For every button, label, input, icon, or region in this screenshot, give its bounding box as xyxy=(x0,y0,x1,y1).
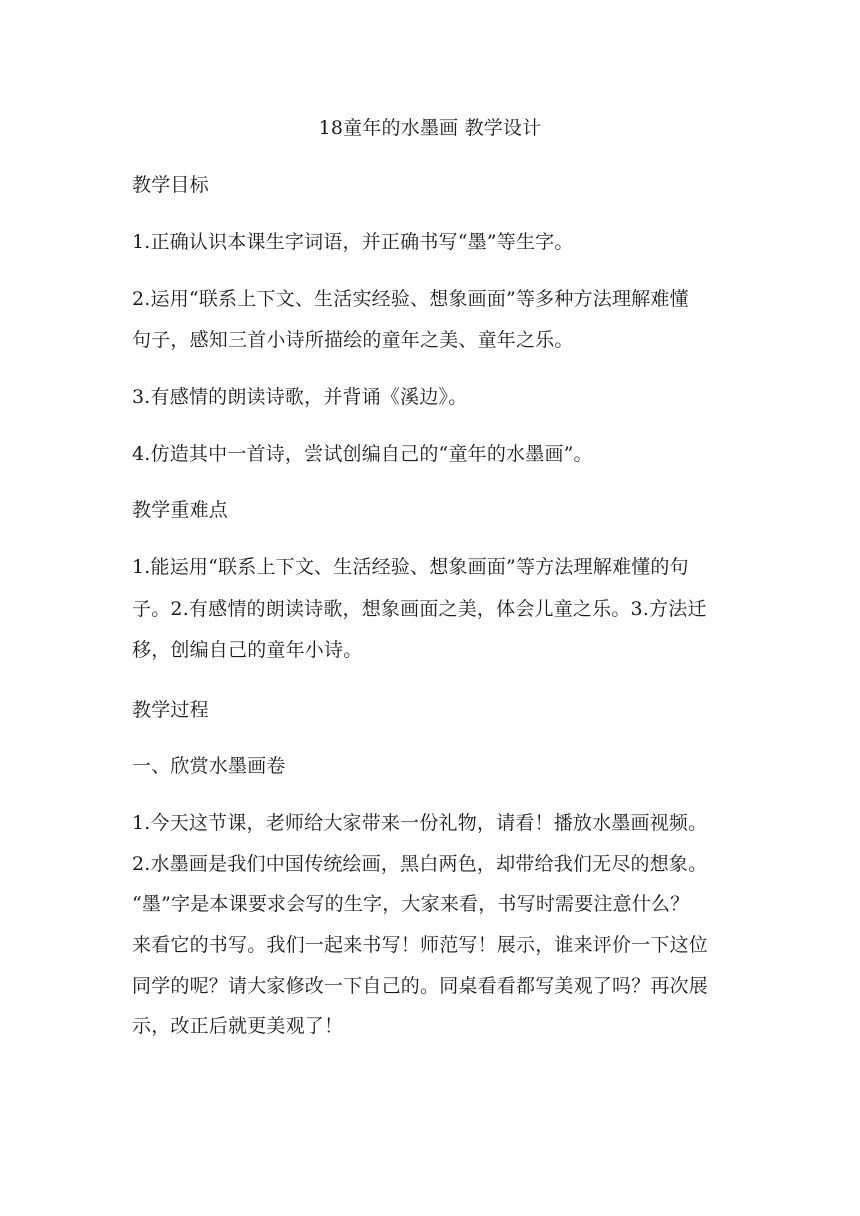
key-points-line-1: 1.能运用“联系上下文、生活经验、想象画面”等方法理解难懂的句 xyxy=(132,556,689,578)
process-line-3: “墨”字是本课要求会写的生字，大家来看，书写时需要注意什么？ xyxy=(132,893,690,915)
goal-item-1: 1.正确认识本课生字词语，并正确书写“墨”等生字。 xyxy=(132,231,574,253)
process-line-4: 来看它的书写。我们一起来书写！师范写！展示，谁来评价一下这位 xyxy=(132,934,709,956)
heading-teaching-process: 教学过程 xyxy=(132,699,209,721)
process-line-6: 示，改正后就更美观了！ xyxy=(132,1015,344,1037)
process-subheading-1: 一、欣赏水墨画卷 xyxy=(132,755,286,777)
process-line-5: 同学的呢？请大家修改一下自己的。同桌看看都写美观了吗？再次展 xyxy=(132,975,709,997)
goal-item-2-line-1: 2.运用“联系上下文、生活实经验、想象画面”等多种方法理解难懂 xyxy=(132,288,689,310)
document-title: 18童年的水墨画 教学设计 xyxy=(318,117,542,139)
goal-item-2-line-2: 句子，感知三首小诗所描绘的童年之美、童年之乐。 xyxy=(132,329,574,351)
key-points-line-2: 子。2.有感情的朗读诗歌，想象画面之美，体会儿童之乐。3.方法迁 xyxy=(132,598,707,620)
heading-key-points: 教学重难点 xyxy=(132,499,229,521)
process-line-2: 2.水墨画是我们中国传统绘画，黑白两色，却带给我们无尽的想象。 xyxy=(132,853,708,875)
goal-item-3: 3.有感情的朗读诗歌，并背诵《溪边》。 xyxy=(132,386,468,408)
key-points-line-3: 移，创编自己的童年小诗。 xyxy=(132,639,363,661)
goal-item-4: 4.仿造其中一首诗，尝试创编自己的“童年的水墨画”。 xyxy=(132,443,593,465)
heading-teaching-goals: 教学目标 xyxy=(132,174,209,196)
process-line-1: 1.今天这节课，老师给大家带来一份礼物，请看！播放水墨画视频。 xyxy=(132,812,708,834)
